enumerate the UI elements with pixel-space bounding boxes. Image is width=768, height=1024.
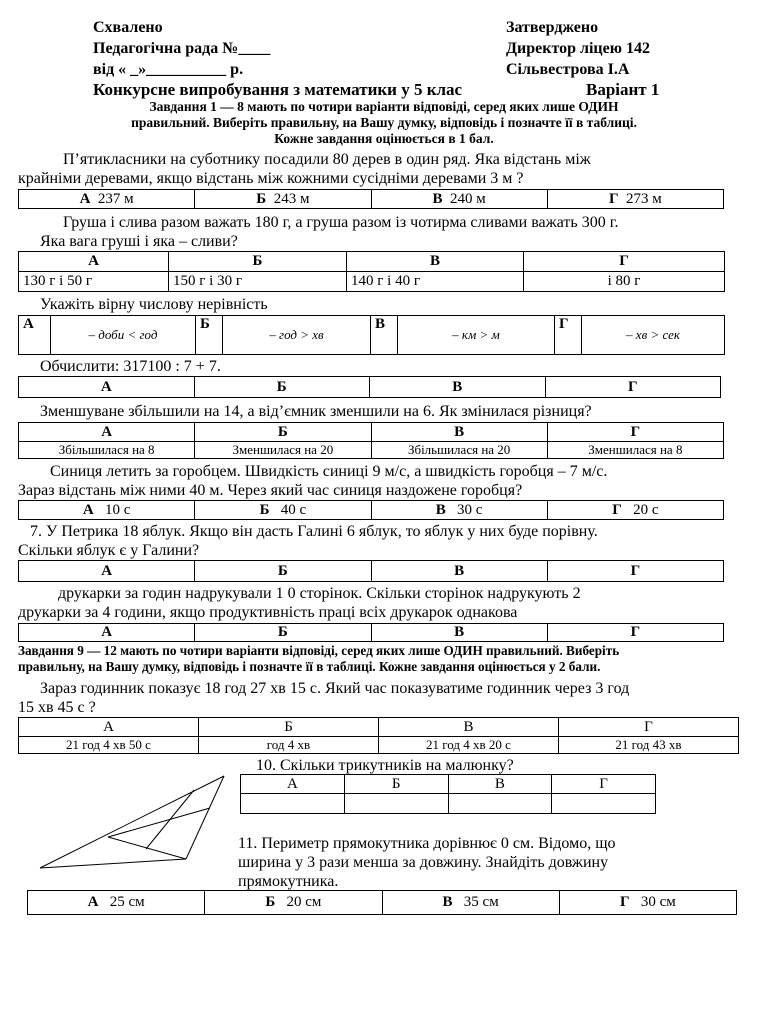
q1-option-g[interactable]: Г 273 м (547, 190, 723, 209)
q2-letter-g: Г (524, 252, 725, 272)
q7-option-v[interactable]: В (371, 561, 547, 582)
q10-answer-g[interactable] (552, 794, 656, 814)
q9-letter-v: В (379, 718, 559, 737)
q2-letter-a: А (19, 252, 169, 272)
q10-letter-v: В (448, 775, 552, 794)
q10-letter-g: Г (552, 775, 656, 794)
q5-letter-g: Г (547, 423, 723, 442)
q3-letter-b: Б (196, 316, 223, 355)
instructions-1-line1: Завдання 1 — 8 мають по чотири варіанти відповіді, серед яких лише ОДИН (149, 99, 619, 114)
q1-answer-table (18, 189, 724, 209)
q10-letter-b: Б (344, 775, 448, 794)
q9-letter-b: Б (199, 718, 379, 737)
q7-answer-table (18, 560, 724, 582)
q6-answer-table (18, 500, 724, 520)
q8-line1: друкарки за годин надрукували 1 0 сторінок. Скільки сторінок надрукують 2 (58, 585, 581, 602)
q9-line1: Зараз годинник показує 18 год 27 хв 15 с. Який час показуватиме годинник через 3 год (40, 680, 630, 697)
q5-line1: Зменшуване збільшили на 14, а від’ємник зменшили на 6. Як змінилася різниця? (40, 403, 592, 420)
q8-answer-table (18, 623, 724, 642)
q2-answer-a[interactable]: 130 г і 50 г (19, 272, 169, 292)
q2-answer-v[interactable]: 140 г і 40 г (347, 272, 524, 292)
q11-option-g[interactable]: Г 30 см (559, 891, 736, 915)
q9-answer-table (18, 717, 739, 754)
triangle-figure (36, 770, 236, 875)
q3-option-v[interactable]: – км > м (398, 316, 555, 355)
q11-line1: 11. Периметр прямокутника дорівнює 0 см. Відомо, що (238, 835, 616, 852)
q9-line2: 15 хв 45 с ? (18, 699, 96, 716)
q7-option-g[interactable]: Г (547, 561, 723, 582)
q7-line1: 7. У Петрика 18 яблук. Якщо він дасть Галині 6 яблук, то яблук у них буде порівну. (30, 523, 598, 540)
q6-option-v[interactable]: В 30 с (371, 501, 547, 520)
q4-line1: Обчислити: 317100 : 7 + 7. (40, 358, 221, 375)
q11-option-b[interactable]: Б 20 см (205, 891, 382, 915)
q8-option-a[interactable]: А (19, 624, 195, 642)
instructions-1 (0, 99, 768, 147)
q6-line1: Синиця летить за горобцем. Швидкість синиці 9 м/с, а швидкість горобця – 7 м/с. (50, 463, 608, 480)
q5-answer-v[interactable]: Збільшилася на 20 (371, 442, 547, 459)
q11-option-a[interactable]: А 25 см (28, 891, 205, 915)
q5-answer-a[interactable]: Збільшилася на 8 (19, 442, 195, 459)
variant-label: Варіант 1 (586, 80, 660, 99)
q11-answer-table (27, 890, 737, 915)
header-date: від « _»__________ р. (93, 61, 244, 78)
q9-letter-g: Г (559, 718, 739, 737)
q4-answer-table (18, 376, 721, 398)
q7-line2: Скільки яблук є у Галини? (18, 542, 200, 559)
q8-option-v[interactable]: В (371, 624, 547, 642)
q3-answer-table (18, 315, 725, 355)
q7-option-a[interactable]: А (19, 561, 195, 582)
q3-letter-a: А (19, 316, 51, 355)
q10-line1: 10. Скільки трикутників на малюнку? (256, 757, 514, 774)
q5-letter-v: В (371, 423, 547, 442)
q4-option-b[interactable]: Б (194, 377, 370, 398)
q2-answer-table (18, 251, 725, 292)
q3-option-g[interactable]: – хв > сек (582, 316, 725, 355)
q1-line2: крайніми деревами, якщо відстань між кожними сусідніми деревами 3 м ? (18, 170, 524, 187)
instructions-1-line3: Кожне завдання оцінюється в 1 бал. (274, 131, 494, 146)
header-director: Директор ліцею 142 (506, 40, 650, 57)
q4-option-v[interactable]: В (370, 377, 546, 398)
q3-letter-g: Г (555, 316, 582, 355)
q2-letter-b: Б (169, 252, 347, 272)
q3-option-b[interactable]: – год > хв (223, 316, 371, 355)
q5-answer-g[interactable]: Зменшилася на 8 (547, 442, 723, 459)
triangle-inner-edge (146, 790, 194, 849)
q5-letter-b: Б (195, 423, 371, 442)
q4-option-a[interactable]: А (19, 377, 195, 398)
q3-option-a[interactable]: – доби < год (51, 316, 196, 355)
q2-answer-g[interactable]: і 80 г (524, 272, 725, 292)
q2-letter-v: В (347, 252, 524, 272)
q11-line3: прямокутника. (238, 873, 339, 890)
q3-line1: Укажіть вірну числову нерівність (40, 296, 268, 313)
q5-answer-b[interactable]: Зменшилася на 20 (195, 442, 371, 459)
q1-line1: П’ятикласники на суботнику посадили 80 дерев в один ряд. Яка відстань між (63, 151, 591, 168)
q9-answer-a[interactable]: 21 год 4 хв 50 с (19, 737, 199, 754)
q3-letter-v: В (371, 316, 398, 355)
instructions-1-line2: правильний. Виберіть правильну, на Вашу думку, відповідь і позначте її в таблиці. (131, 115, 637, 130)
q10-answer-a[interactable] (241, 794, 345, 814)
triangle-edge (40, 859, 186, 868)
q6-option-a[interactable]: А 10 с (19, 501, 195, 520)
q5-answer-table (18, 422, 724, 459)
q8-option-g[interactable]: Г (547, 624, 723, 642)
q10-answer-v[interactable] (448, 794, 552, 814)
q2-line1: Груша і слива разом важать 180 г, а груша разом із чотирма сливами важать 300 г. (63, 214, 619, 231)
page-title: Конкурсне випробування з математики у 5 клас (93, 80, 463, 99)
triangle-edge (40, 776, 224, 868)
q2-answer-b[interactable]: 150 г і 30 г (169, 272, 347, 292)
q1-option-v[interactable]: В 240 м (371, 190, 547, 209)
instructions-2 (18, 643, 619, 675)
q4-option-g[interactable]: Г (545, 377, 721, 398)
q8-line2: друкарки за 4 години, якщо продуктивність праці всіх друкарок однакова (18, 604, 518, 621)
q10-answer-table (240, 774, 656, 814)
header-confirmed: Затверджено (506, 19, 599, 36)
q6-option-g[interactable]: Г 20 с (547, 501, 723, 520)
q11-option-v[interactable]: В 35 см (382, 891, 559, 915)
q9-answer-v[interactable]: 21 год 4 хв 20 с (379, 737, 559, 754)
q2-line2: Яка вага груші і яка – сливи? (40, 233, 238, 250)
q6-line2: Зараз відстань між ними 40 м. Через який час синиця наздожене горобця? (18, 482, 523, 499)
instructions-2-line1: Завдання 9 — 12 мають по чотири варіанти відповіді, серед яких лише ОДИН правильний. Виберіть (18, 643, 620, 658)
q9-answer-b[interactable]: год 4 хв (199, 737, 379, 754)
q5-letter-a: А (19, 423, 195, 442)
header-approved: Схвалено (93, 19, 163, 36)
q8-option-b[interactable]: Б (195, 624, 371, 642)
q10-answer-b[interactable] (344, 794, 448, 814)
q9-answer-g[interactable]: 21 год 43 хв (559, 737, 739, 754)
header-council: Педагогічна рада №____ (93, 40, 271, 57)
q1-option-a[interactable]: А 237 м (19, 190, 195, 209)
q10-letter-a: А (241, 775, 345, 794)
q9-letter-a: А (19, 718, 199, 737)
q7-option-b[interactable]: Б (195, 561, 371, 582)
q6-option-b[interactable]: Б 40 с (195, 501, 371, 520)
instructions-2-line2: правильну, на Вашу думку, відповідь і позначте її в таблиці. Кожне завдання оцінюється у 2 бали. (18, 659, 601, 674)
q11-line2: ширина у 3 рази менша за довжину. Знайдіть довжину (238, 854, 609, 871)
header-director-name: Сільвестрова І.А (506, 61, 630, 78)
triangle-edge (186, 776, 224, 859)
q1-option-b[interactable]: Б 243 м (195, 190, 371, 209)
